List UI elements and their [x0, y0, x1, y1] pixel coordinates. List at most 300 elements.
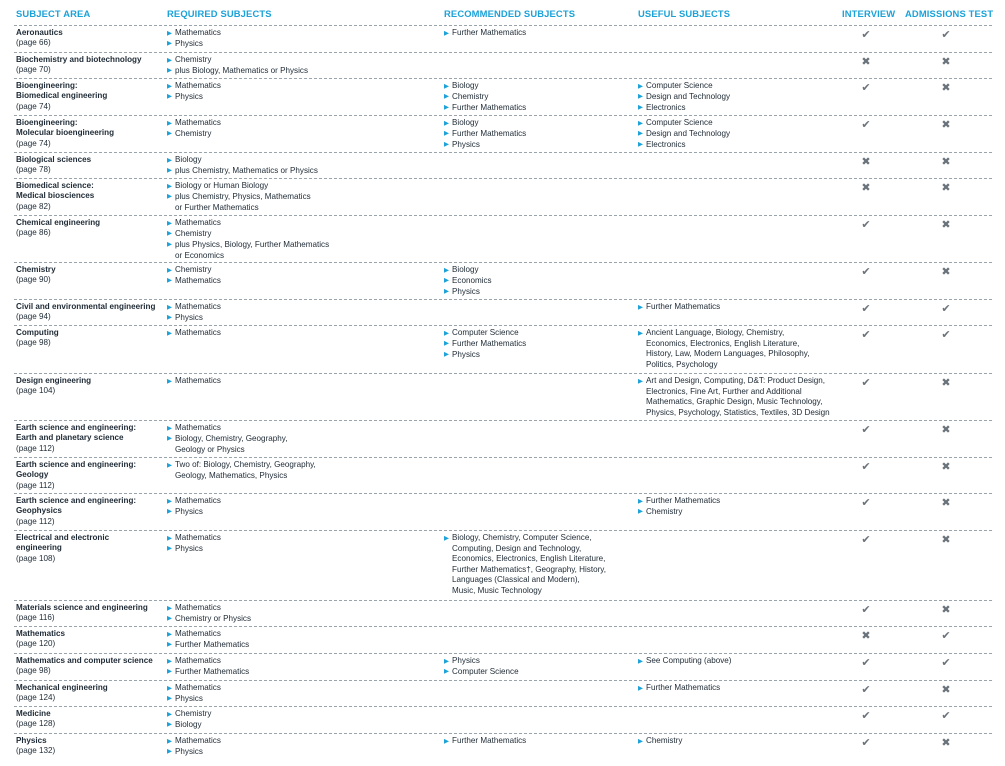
- bullet-arrow-icon: ▶: [638, 657, 643, 665]
- page-reference: (page 112): [16, 480, 55, 490]
- admissions-test-cross-icon: ✖: [941, 604, 951, 616]
- useful-subjects-cell: [638, 656, 731, 667]
- bullet-text: Art and Design, Computing, D&T: Product Design,: [646, 376, 826, 385]
- required-subjects-cell: [167, 736, 221, 758]
- row-divider: [14, 262, 992, 263]
- bullet-item: [444, 667, 519, 678]
- admissions-test-check-icon: ✔: [941, 710, 951, 722]
- admissions-test-check-icon: ✔: [941, 29, 951, 41]
- bullet-item: [444, 656, 519, 667]
- admissions-test-cross-icon: ✖: [941, 266, 951, 278]
- bullet-item: [167, 376, 221, 387]
- bullet-text: Physics: [175, 312, 203, 322]
- admissions-test-cross-icon: ✖: [941, 182, 951, 194]
- admissions-test-cross-icon: ✖: [941, 119, 951, 131]
- bullet-arrow-icon: ▶: [444, 130, 449, 138]
- bullet-arrow-icon: ▶: [167, 737, 172, 745]
- required-subjects-cell: [167, 656, 249, 678]
- bullet-text: Biology or Human Biology: [175, 181, 269, 190]
- bullet-arrow-icon: ▶: [167, 119, 172, 127]
- subject-title: Materials science and engineering: [16, 603, 148, 612]
- bullet-arrow-icon: ▶: [167, 534, 172, 542]
- recommended-subjects-cell: [444, 118, 526, 151]
- bullet-text: Mathematics: [175, 629, 221, 638]
- bullet-arrow-icon: ▶: [167, 710, 172, 718]
- subject-area-cell: [16, 629, 65, 650]
- admissions-test-cross-icon: ✖: [941, 424, 951, 436]
- subject-title: Earth science and engineering:: [16, 496, 137, 505]
- subject-title: Biomedical engineering: [16, 91, 108, 101]
- bullet-text: Music, Music Technology: [452, 585, 542, 595]
- subject-title: Medical biosciences: [16, 191, 95, 201]
- bullet-text: Physics: [175, 543, 203, 553]
- bullet-text: Further Mathematics: [452, 736, 527, 745]
- bullet-item: [444, 92, 526, 103]
- bullet-arrow-icon: ▶: [444, 104, 449, 112]
- subject-area-cell: [16, 683, 108, 704]
- bullet-item: [167, 656, 249, 667]
- bullet-text: Chemistry: [175, 228, 212, 238]
- bullet-text: Electronics: [646, 102, 686, 112]
- required-subjects-cell: [167, 155, 318, 177]
- row-divider: [14, 680, 992, 681]
- page-reference: (page 112): [16, 516, 55, 526]
- interview-check-icon: ✔: [861, 219, 871, 231]
- bullet-item: [167, 544, 221, 555]
- bullet-item: [167, 496, 221, 507]
- row-divider: [14, 600, 992, 601]
- bullet-text: Economics: [452, 275, 492, 285]
- bullet-item: [167, 302, 221, 313]
- required-subjects-cell: [167, 496, 221, 518]
- bullet-arrow-icon: ▶: [167, 40, 172, 48]
- bullet-item-continuation: [167, 251, 329, 261]
- subject-title: Biological sciences: [16, 155, 92, 164]
- bullet-text: Mathematics, Graphic Design, Music Technology,: [646, 397, 823, 407]
- page-reference: (page 74): [16, 138, 51, 148]
- required-subjects-cell: [167, 423, 287, 455]
- subject-title: Bioengineering:: [16, 81, 78, 90]
- admissions-test-cross-icon: ✖: [941, 156, 951, 168]
- subject-area-cell: [16, 181, 94, 212]
- bullet-text: Mathematics: [175, 423, 221, 432]
- subject-area-cell: [16, 81, 107, 112]
- subject-area-cell: [16, 460, 136, 491]
- recommended-subjects-cell: [444, 736, 526, 747]
- required-subjects-cell: [167, 683, 221, 705]
- bullet-item: [638, 302, 720, 313]
- bullet-arrow-icon: ▶: [444, 737, 449, 745]
- interview-check-icon: ✔: [861, 461, 871, 473]
- bullet-arrow-icon: ▶: [167, 435, 172, 443]
- bullet-item: [167, 39, 221, 50]
- bullet-arrow-icon: ▶: [444, 119, 449, 127]
- required-subjects-cell: [167, 265, 221, 287]
- subject-area-cell: [16, 736, 55, 757]
- bullet-text: or Further Mathematics: [175, 202, 259, 212]
- bullet-arrow-icon: ▶: [167, 167, 172, 175]
- row-divider: [14, 457, 992, 458]
- bullet-item: [167, 423, 287, 434]
- bullet-item: [444, 118, 526, 129]
- bullet-arrow-icon: ▶: [167, 604, 172, 612]
- bullet-text: Further Mathematics: [452, 338, 527, 348]
- subject-title: Earth and planetary science: [16, 433, 124, 443]
- subject-area-cell: [16, 496, 136, 527]
- header-useful-subjects: USEFUL SUBJECTS: [638, 8, 731, 19]
- bullet-item: [638, 328, 809, 339]
- header-subject-area: SUBJECT AREA: [16, 8, 91, 19]
- interview-cross-icon: ✖: [861, 182, 871, 194]
- bullet-text: Biology: [452, 81, 479, 90]
- bullet-item: [444, 287, 492, 298]
- bullet-item: [167, 129, 221, 140]
- row-divider: [14, 373, 992, 374]
- row-divider: [14, 25, 992, 26]
- bullet-text: Chemistry: [452, 91, 489, 101]
- required-subjects-cell: [167, 603, 251, 625]
- admissions-test-cross-icon: ✖: [941, 377, 951, 389]
- subject-title: Aeronautics: [16, 28, 63, 37]
- bullet-text: Mathematics: [175, 328, 221, 337]
- subject-area-cell: [16, 28, 63, 49]
- subject-area-cell: [16, 603, 148, 624]
- page-reference: (page 78): [16, 165, 51, 175]
- bullet-text: Further Mathematics: [452, 128, 527, 138]
- bullet-text: Ancient Language, Biology, Chemistry,: [646, 328, 785, 337]
- bullet-text: Further Mathematics: [452, 28, 527, 37]
- interview-check-icon: ✔: [861, 710, 871, 722]
- subject-title: Bioengineering:: [16, 118, 78, 127]
- page-reference: (page 132): [16, 746, 56, 756]
- bullet-text: or Economics: [175, 250, 225, 260]
- useful-subjects-cell: [638, 496, 720, 518]
- bullet-text: Mathematics: [175, 376, 221, 385]
- row-divider: [14, 420, 992, 421]
- bullet-item: [167, 28, 221, 39]
- bullet-item: [638, 92, 730, 103]
- subject-title: Medicine: [16, 709, 51, 718]
- bullet-text: Physics: [175, 38, 203, 48]
- subject-title: Biochemistry and biotechnology: [16, 55, 142, 64]
- interview-check-icon: ✔: [861, 497, 871, 509]
- bullet-item: [167, 192, 311, 203]
- bullet-item: [444, 28, 526, 39]
- bullet-arrow-icon: ▶: [167, 241, 172, 249]
- header-recommended-subjects: RECOMMENDED SUBJECTS: [444, 8, 576, 19]
- bullet-arrow-icon: ▶: [444, 668, 449, 676]
- bullet-item: [638, 81, 730, 92]
- bullet-text: Physics: [452, 349, 480, 359]
- bullet-text: Two of: Biology, Chemistry, Geography,: [175, 460, 316, 469]
- required-subjects-cell: [167, 218, 329, 261]
- bullet-text: Geology, Mathematics, Physics: [175, 470, 288, 480]
- row-divider: [14, 626, 992, 627]
- bullet-text: Design and Technology: [646, 128, 730, 138]
- bullet-text: History, Law, Modern Languages, Philosophy,: [646, 349, 810, 359]
- bullet-text: Biology: [452, 265, 479, 274]
- bullet-item: [167, 434, 287, 445]
- bullet-item: [638, 129, 730, 140]
- page-reference: (page 116): [16, 613, 55, 623]
- bullet-item-continuation: [167, 445, 287, 455]
- admissions-test-cross-icon: ✖: [941, 534, 951, 546]
- bullet-arrow-icon: ▶: [444, 93, 449, 101]
- subject-area-cell: [16, 656, 153, 677]
- subject-title: Computing: [16, 328, 59, 337]
- required-subjects-cell: [167, 118, 221, 140]
- interview-check-icon: ✔: [861, 424, 871, 436]
- subject-title: Earth science and engineering:: [16, 423, 137, 432]
- page-reference: (page 74): [16, 101, 51, 111]
- bullet-text: Physics: [452, 139, 480, 149]
- bullet-text: Chemistry: [646, 736, 683, 745]
- required-subjects-cell: [167, 302, 221, 324]
- interview-check-icon: ✔: [861, 82, 871, 94]
- useful-subjects-cell: [638, 118, 730, 151]
- bullet-text: Mathematics: [175, 656, 221, 665]
- bullet-arrow-icon: ▶: [167, 424, 172, 432]
- page-reference: (page 70): [16, 65, 51, 75]
- useful-subjects-cell: [638, 302, 720, 313]
- bullet-arrow-icon: ▶: [444, 657, 449, 665]
- page-reference: (page 108): [16, 553, 56, 563]
- bullet-text: Chemistry: [175, 265, 212, 274]
- bullet-item: [444, 129, 526, 140]
- recommended-subjects-cell: [444, 328, 526, 361]
- bullet-item: [167, 667, 249, 678]
- bullet-text: Chemistry: [175, 128, 212, 138]
- bullet-text: Biology, Chemistry, Geography,: [175, 433, 288, 443]
- admissions-test-check-icon: ✔: [941, 630, 951, 642]
- bullet-item: [638, 496, 720, 507]
- bullet-arrow-icon: ▶: [444, 266, 449, 274]
- required-subjects-cell: [167, 81, 221, 103]
- bullet-item: [638, 507, 720, 518]
- bullet-arrow-icon: ▶: [167, 641, 172, 649]
- bullet-item-continuation: [638, 397, 830, 407]
- subject-title: Geophysics: [16, 506, 62, 516]
- useful-subjects-cell: [638, 81, 730, 114]
- row-divider: [14, 493, 992, 494]
- header-required-subjects: REQUIRED SUBJECTS: [167, 8, 272, 19]
- bullet-item: [444, 328, 526, 339]
- admissions-test-cross-icon: ✖: [941, 461, 951, 473]
- bullet-arrow-icon: ▶: [167, 721, 172, 729]
- subject-title: engineering: [16, 543, 62, 553]
- admissions-test-cross-icon: ✖: [941, 82, 951, 94]
- bullet-item-continuation: [444, 565, 606, 575]
- bullet-text: Mathematics: [175, 28, 221, 37]
- page-reference: (page 98): [16, 666, 51, 676]
- bullet-arrow-icon: ▶: [167, 497, 172, 505]
- bullet-arrow-icon: ▶: [167, 461, 172, 469]
- interview-check-icon: ✔: [861, 303, 871, 315]
- bullet-arrow-icon: ▶: [167, 615, 172, 623]
- bullet-arrow-icon: ▶: [638, 82, 643, 90]
- bullet-text: Physics: [452, 286, 480, 296]
- admissions-test-check-icon: ✔: [941, 303, 951, 315]
- bullet-text: Electronics, Fine Art, Further and Additional: [646, 386, 802, 396]
- bullet-item: [167, 640, 249, 651]
- row-divider: [14, 653, 992, 654]
- useful-subjects-cell: [638, 328, 809, 370]
- bullet-item: [167, 155, 318, 166]
- page-reference: (page 66): [16, 38, 51, 48]
- bullet-arrow-icon: ▶: [167, 303, 172, 311]
- bullet-item: [167, 81, 221, 92]
- required-subjects-cell: [167, 629, 249, 651]
- row-divider: [14, 178, 992, 179]
- recommended-subjects-cell: [444, 81, 526, 114]
- bullet-item: [638, 140, 730, 151]
- interview-check-icon: ✔: [861, 604, 871, 616]
- bullet-text: Mathematics: [175, 533, 221, 542]
- bullet-text: Physics: [175, 746, 203, 756]
- subject-title: Mathematics and computer science: [16, 656, 153, 665]
- page-reference: (page 104): [16, 386, 56, 396]
- page-reference: (page 98): [16, 338, 51, 348]
- bullet-text: Computing, Design and Technology,: [452, 543, 582, 553]
- bullet-text: Mathematics: [175, 81, 221, 90]
- required-subjects-cell: [167, 376, 221, 387]
- useful-subjects-cell: [638, 683, 720, 694]
- bullet-item: [167, 683, 221, 694]
- bullet-arrow-icon: ▶: [167, 130, 172, 138]
- required-subjects-cell: [167, 533, 221, 555]
- interview-check-icon: ✔: [861, 377, 871, 389]
- page-reference: (page 94): [16, 312, 51, 322]
- bullet-text: Economics, Electronics, English Literature,: [646, 338, 800, 348]
- bullet-arrow-icon: ▶: [638, 684, 643, 692]
- bullet-text: Physics: [175, 693, 203, 703]
- bullet-text: Mathematics: [175, 496, 221, 505]
- bullet-item: [444, 140, 526, 151]
- bullet-item: [167, 328, 221, 339]
- bullet-text: Computer Science: [646, 118, 713, 127]
- bullet-text: Geology or Physics: [175, 444, 245, 454]
- required-subjects-cell: [167, 55, 308, 77]
- bullet-arrow-icon: ▶: [167, 377, 172, 385]
- bullet-text: Biology, Chemistry, Computer Science,: [452, 533, 592, 542]
- bullet-text: Further Mathematics: [452, 102, 527, 112]
- bullet-arrow-icon: ▶: [167, 219, 172, 227]
- bullet-text: Mathematics: [175, 302, 221, 311]
- bullet-arrow-icon: ▶: [444, 351, 449, 359]
- subject-area-cell: [16, 376, 91, 397]
- bullet-item-continuation: [444, 586, 606, 596]
- subject-area-cell: [16, 328, 59, 349]
- bullet-item: [444, 81, 526, 92]
- interview-cross-icon: ✖: [861, 56, 871, 68]
- bullet-arrow-icon: ▶: [638, 497, 643, 505]
- bullet-item: [638, 118, 730, 129]
- required-subjects-cell: [167, 328, 221, 339]
- bullet-text: Biology: [452, 118, 479, 127]
- bullet-text: Physics: [175, 506, 203, 516]
- bullet-text: Further Mathematics: [646, 683, 721, 692]
- useful-subjects-cell: [638, 376, 830, 418]
- subject-title: Electrical and electronic: [16, 533, 110, 542]
- bullet-item-continuation: [444, 544, 606, 554]
- bullet-item-continuation: [444, 554, 606, 564]
- interview-check-icon: ✔: [861, 657, 871, 669]
- bullet-item: [167, 720, 211, 731]
- bullet-arrow-icon: ▶: [444, 534, 449, 542]
- bullet-item: [167, 92, 221, 103]
- page-reference: (page 90): [16, 275, 51, 285]
- interview-check-icon: ✔: [861, 737, 871, 749]
- bullet-item: [167, 460, 316, 471]
- bullet-item: [638, 376, 830, 387]
- bullet-arrow-icon: ▶: [638, 377, 643, 385]
- page-reference: (page 124): [16, 693, 56, 703]
- bullet-item: [167, 533, 221, 544]
- row-divider: [14, 530, 992, 531]
- recommended-subjects-cell: [444, 533, 606, 596]
- bullet-item: [167, 55, 308, 66]
- subject-area-cell: [16, 423, 136, 454]
- bullet-text: Physics, Psychology, Statistics, Textiles, 3D Design: [646, 407, 830, 417]
- bullet-item: [444, 265, 492, 276]
- bullet-text: Chemistry: [646, 506, 683, 516]
- bullet-item-continuation: [638, 360, 809, 370]
- interview-check-icon: ✔: [861, 329, 871, 341]
- bullet-arrow-icon: ▶: [444, 340, 449, 348]
- subject-title: Design engineering: [16, 376, 92, 385]
- bullet-arrow-icon: ▶: [638, 104, 643, 112]
- bullet-item: [167, 166, 318, 177]
- bullet-item: [444, 736, 526, 747]
- subject-area-cell: [16, 155, 91, 176]
- bullet-item: [444, 339, 526, 350]
- bullet-item: [167, 603, 251, 614]
- subject-title: Geology: [16, 470, 49, 480]
- row-divider: [14, 215, 992, 216]
- bullet-arrow-icon: ▶: [638, 329, 643, 337]
- bullet-item: [167, 709, 211, 720]
- bullet-arrow-icon: ▶: [444, 29, 449, 37]
- bullet-arrow-icon: ▶: [167, 182, 172, 190]
- bullet-item: [638, 103, 730, 114]
- subject-area-cell: [16, 118, 114, 149]
- bullet-item: [167, 313, 221, 324]
- admissions-test-check-icon: ✔: [941, 657, 951, 669]
- bullet-item-continuation: [638, 408, 830, 418]
- bullet-arrow-icon: ▶: [638, 737, 643, 745]
- bullet-text: Computer Science: [646, 81, 713, 90]
- bullet-text: Chemistry: [175, 709, 212, 718]
- interview-check-icon: ✔: [861, 119, 871, 131]
- required-subjects-cell: [167, 709, 211, 731]
- bullet-text: Mathematics: [175, 275, 221, 285]
- bullet-text: Further Mathematics: [175, 666, 250, 676]
- row-divider: [14, 52, 992, 53]
- bullet-text: Economics, Electronics, English Literature,: [452, 554, 606, 564]
- bullet-item: [167, 276, 221, 287]
- bullet-text: Physics: [452, 656, 480, 665]
- bullet-arrow-icon: ▶: [638, 141, 643, 149]
- bullet-text: Biology: [175, 719, 202, 729]
- bullet-text: Design and Technology: [646, 91, 730, 101]
- subject-title: Mathematics: [16, 629, 66, 638]
- subject-title: Chemistry: [16, 265, 56, 274]
- bullet-item: [167, 218, 329, 229]
- bullet-arrow-icon: ▶: [638, 93, 643, 101]
- bullet-arrow-icon: ▶: [638, 303, 643, 311]
- bullet-item: [167, 747, 221, 758]
- bullet-text: Mathematics: [175, 218, 221, 227]
